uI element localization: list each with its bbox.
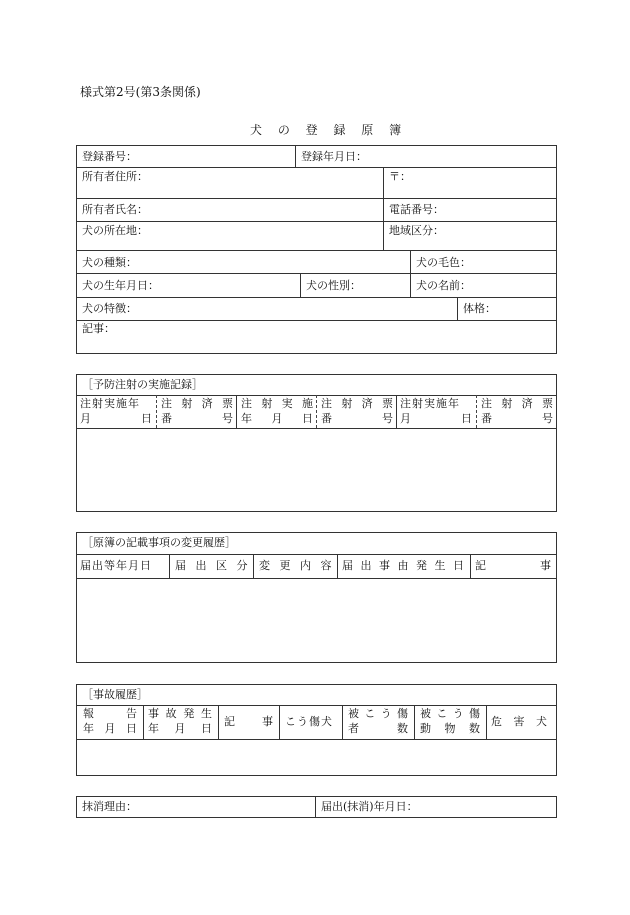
- vacc-cert-header-1: 注 射 済 票: [161, 397, 233, 410]
- notes-label: 記事：: [82, 322, 115, 335]
- phone-label: 電話番号：: [389, 203, 444, 216]
- reg-date-label: 登録年月日：: [301, 150, 367, 163]
- owner-name-label: 所有者氏名：: [82, 203, 148, 216]
- change-header-occurrence: 届 出 事 由 発 生 日: [342, 559, 466, 572]
- accident-header-animal-victims: 被 こ う 傷: [420, 707, 480, 720]
- vacc-date-sub-3: 月 日: [400, 412, 472, 425]
- cancellation-date-label: 届出(抹消)年月日：: [321, 800, 418, 813]
- vacc-cert-sub-2: 番 号: [321, 412, 393, 425]
- vacc-date-header-3: 注射実施年: [400, 397, 460, 410]
- vacc-date-header-2: 注 射 実 施: [241, 397, 313, 410]
- change-header-content: 変 更 内 容: [259, 559, 335, 572]
- area-label: 地域区分：: [389, 224, 444, 237]
- accident-header-occurred: 事 故 発 生: [148, 707, 212, 720]
- change-header-date: 届出等年月日: [80, 559, 152, 572]
- dog-name-label: 犬の名前：: [416, 279, 471, 292]
- accident-header-dangerous-dog: 危 害 犬: [491, 715, 551, 728]
- vaccination-section-title: ［予防注射の実施記録］: [82, 378, 203, 391]
- breed-label: 犬の種類：: [82, 256, 137, 269]
- accident-header-victims: 被 こ う 傷: [348, 707, 408, 720]
- vacc-cert-header-3: 注 射 済 票: [481, 397, 553, 410]
- owner-address-label: 所有者住所：: [82, 170, 148, 183]
- dog-location-label: 犬の所在地：: [82, 224, 148, 237]
- coat-color-label: 犬の毛色：: [416, 256, 471, 269]
- features-label: 犬の特徴：: [82, 302, 137, 315]
- form-number: 様式第2号(第3条関係): [80, 85, 201, 99]
- vacc-date-sub-1: 月 日: [80, 412, 152, 425]
- change-header-notes: 記 事: [475, 559, 551, 572]
- vacc-date-header-1: 注射実施年: [80, 397, 140, 410]
- accident-header-animal-victims-count: 動 物 数: [420, 722, 480, 735]
- accident-header-report: 報 告: [83, 707, 137, 720]
- change-header-type: 届 出 区 分: [175, 559, 251, 572]
- reg-number-label: 登録番号：: [82, 150, 137, 163]
- change-history-table: [76, 532, 557, 663]
- change-history-section-title: ［原簿の記載事項の変更履歴］: [82, 536, 236, 549]
- accident-section-title: ［事故履歴］: [82, 688, 148, 701]
- cancellation-table: [76, 796, 557, 818]
- postal-label: 〒：: [389, 170, 411, 183]
- accident-header-victims-count: 者 数: [348, 722, 408, 735]
- vacc-cert-header-2: 注 射 済 票: [321, 397, 393, 410]
- page-title: 犬 の 登 録 原 簿: [250, 123, 408, 137]
- physique-label: 体格：: [463, 302, 496, 315]
- accident-header-biting-dog: こう傷犬: [285, 715, 333, 728]
- cancellation-reason-label: 抹消理由：: [82, 800, 137, 813]
- vacc-date-sub-2: 年 月 日: [241, 412, 313, 425]
- sex-label: 犬の性別：: [306, 279, 361, 292]
- vacc-cert-sub-1: 番 号: [161, 412, 233, 425]
- birth-date-label: 犬の生年月日：: [82, 279, 159, 292]
- accident-header-notes: 記 事: [224, 715, 273, 728]
- accident-header-report-date: 年 月 日: [83, 722, 137, 735]
- accident-header-occurred-date: 年 月 日: [148, 722, 212, 735]
- vacc-cert-sub-3: 番 号: [481, 412, 553, 425]
